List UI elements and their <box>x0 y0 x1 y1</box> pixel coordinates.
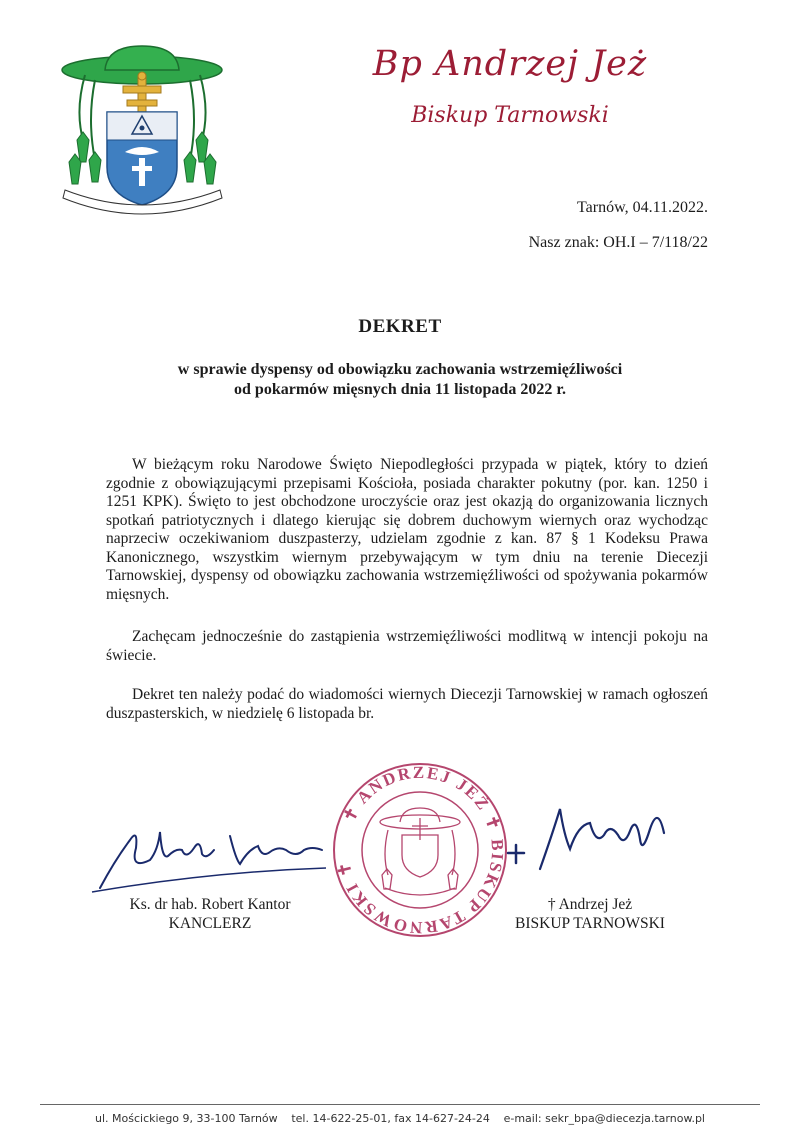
footer-phone: tel. 14-622-25-01, fax 14-627-24-24 <box>291 1112 490 1125</box>
coat-of-arms-icon <box>55 40 230 220</box>
bishop-name: Bp Andrzej Jeż <box>372 44 648 84</box>
document-subject <box>120 360 680 400</box>
subject-line-1: w sprawie dyspensy od obowiązku zachowania wstrzemięźliwości <box>177 361 623 378</box>
bishop-title: Biskup Tarnowski <box>411 103 609 128</box>
paragraph-2: Zachęcam jednocześnie do zastąpienia wstrzemięźliwości modlitwą w intencji pokoju na świecie. <box>106 628 708 664</box>
chancellor-signature-icon <box>90 820 330 895</box>
bishop-signature-block <box>480 895 700 933</box>
footer-divider <box>40 1104 760 1105</box>
document-date: Tarnów, 04.11.2022. <box>576 199 708 216</box>
footer-email: e-mail: sekr_bpa@diecezja.tarnow.pl <box>503 1112 705 1125</box>
chancellor-name: Ks. dr hab. Robert Kantor <box>129 896 291 913</box>
bishop-signature-icon <box>500 795 680 880</box>
document-title: DEKRET <box>358 316 442 337</box>
bishop-signer-role: BISKUP TARNOWSKI <box>515 915 665 932</box>
footer <box>40 1112 760 1125</box>
paragraph-1: W bieżącym roku Narodowe Święto Niepodległości przypada w piątek, który to dzień zgodnie z obowiązującymi przepisami Kościoła, posiada charakter pokutny (por. kan. 1250 i 1251 KPK). Święto to jest obchodzone uroczyście oraz jest okazją do organizowania licznych spotkań patriotycznych i dlatego kierując się dobrem duchowym wiernych oraz wychodząc naprzeciw oczekiwaniom duszpasterzy, udzielam zgodnie z kan. 87 § 1 Kodeksu Prawa Kanonicznego, wszystkim wiernym przebywającym w tym dniu na terenie Diecezji Tarnowskiej, dyspensy od obowiązku zachowania wstrzemięźliwości od spożywania pokarmów mięsnych. <box>106 456 708 603</box>
chancellor-signature-block <box>90 895 330 933</box>
chancellor-role: KANCLERZ <box>168 915 252 932</box>
bishop-signer-name: † Andrzej Jeż <box>547 896 633 913</box>
subject-line-2: od pokarmów mięsnych dnia 11 listopada 2022 r. <box>234 381 566 398</box>
seal-ring-text: ✝ ANDRZEJ JEŻ ✝ BISKUP TARNOWSKI ✝ <box>333 762 508 938</box>
footer-address: ul. Mościckiego 9, 33-100 Tarnów <box>95 1112 278 1125</box>
reference-number: Nasz znak: OH.I – 7/118/22 <box>528 234 708 251</box>
paragraph-3: Dekret ten należy podać do wiadomości wiernych Diecezji Tarnowskiej w ramach ogłoszeń duszpasterskich, w niedzielę 6 listopada br. <box>106 686 708 722</box>
